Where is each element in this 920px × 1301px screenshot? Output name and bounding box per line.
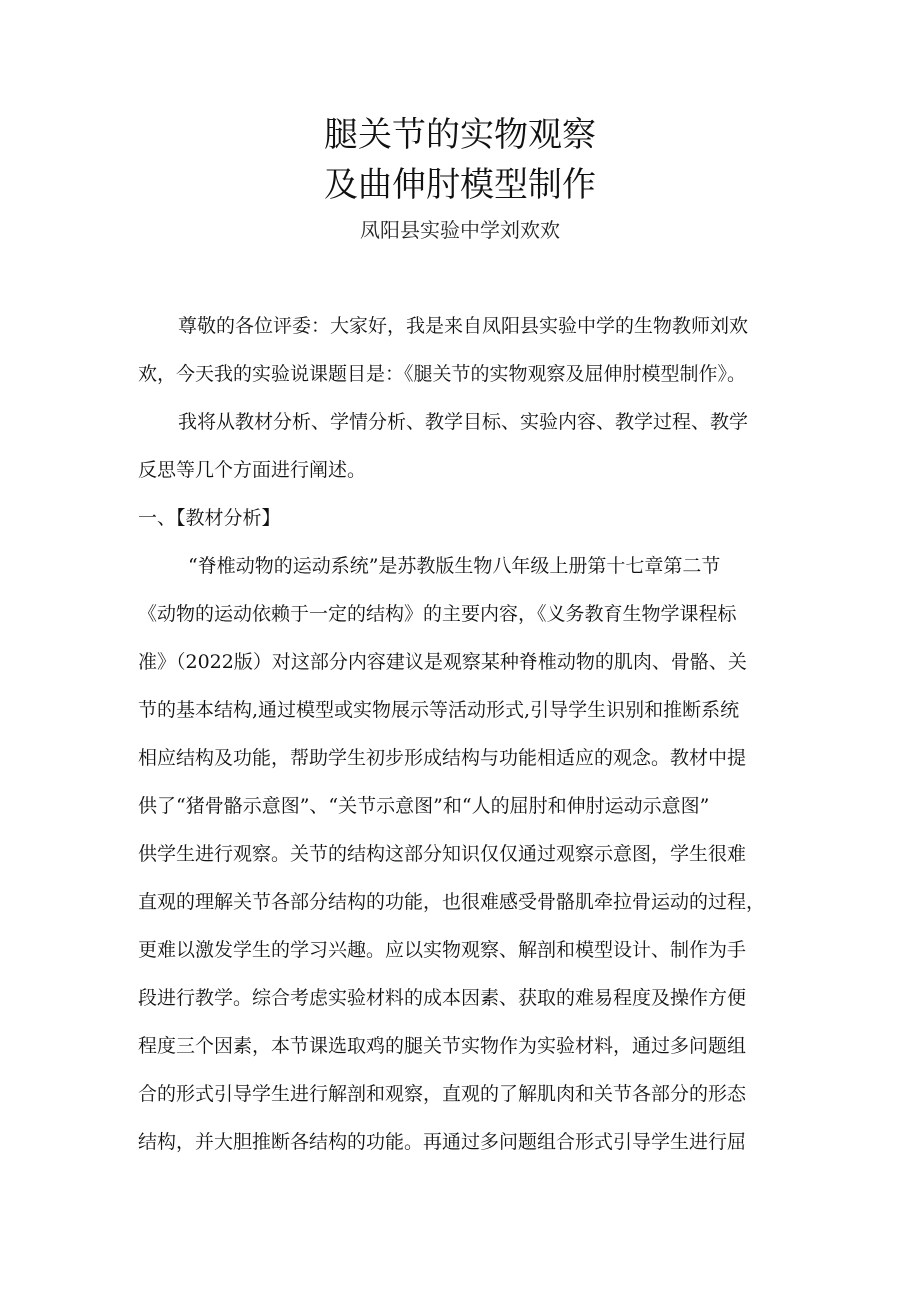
section-1-line-2: 《动物的运动依赖于一定的结构》的主要内容，《义务教育生物学课程标	[138, 603, 737, 625]
section-1-heading: 一、【教材分析】	[138, 507, 281, 529]
section-1-line-1: “脊椎动物的运动系统”是苏教版生物八年级上册第十七章第二节	[188, 555, 721, 577]
intro-paragraph-2-line-1: 我将从教材分析、学情分析、教学目标、实验内容、教学过程、教学	[178, 411, 749, 433]
section-1-line-7: 供学生进行观察。关节的结构这部分知识仅仅通过观察示意图，学生很难	[138, 843, 747, 865]
section-1-line-11: 程度三个因素，本节课选取鸡的腿关节实物作为实验材料，通过多问题组	[138, 1035, 747, 1057]
section-1-line-10: 段进行教学。综合考虑实验材料的成本因素、获取的难易程度及操作方便	[138, 987, 747, 1009]
section-1-line-4: 节的基本结构,通过模型或实物展示等活动形式,引导学生识别和推断系统	[138, 699, 740, 721]
section-1-line-6: 供了“猪骨骼示意图”、“关节示意图”和“人的屈肘和伸肘运动示意图”	[138, 795, 710, 817]
intro-paragraph-1-line-2: 欢，今天我的实验说课题目是：《腿关节的实物观察及屈伸肘模型制作》。	[138, 363, 747, 385]
section-1-line-9: 更难以激发学生的学习兴趣。应以实物观察、解剖和模型设计、制作为手	[138, 939, 747, 961]
section-1-line-13: 结构，并大胆推断各结构的功能。再通过多问题组合形式引导学生进行屈	[138, 1131, 747, 1153]
title-line-2: 及曲伸肘模型制作	[324, 165, 596, 205]
intro-paragraph-1-line-1: 尊敬的各位评委：大家好，我是来自凤阳县实验中学的生物教师刘欢	[178, 315, 749, 337]
section-1-line-5: 相应结构及功能，帮助学生初步形成结构与功能相适应的观念。教材中提	[138, 747, 747, 769]
author-line: 凤阳县实验中学刘欢欢	[360, 218, 560, 242]
intro-paragraph-2-line-2: 反思等几个方面进行阐述。	[138, 459, 367, 481]
section-1-line-3: 准》（2022版）对这部分内容建议是观察某种脊椎动物的肌肉、骨骼、关	[138, 651, 747, 673]
title-line-1: 腿关节的实物观察	[324, 115, 596, 155]
section-1-line-12: 合的形式引导学生进行解剖和观察，直观的了解肌肉和关节各部分的形态	[138, 1083, 747, 1105]
section-1-line-8: 直观的理解关节各部分结构的功能，也很难感受骨骼肌牵拉骨运动的过程，	[138, 891, 766, 913]
